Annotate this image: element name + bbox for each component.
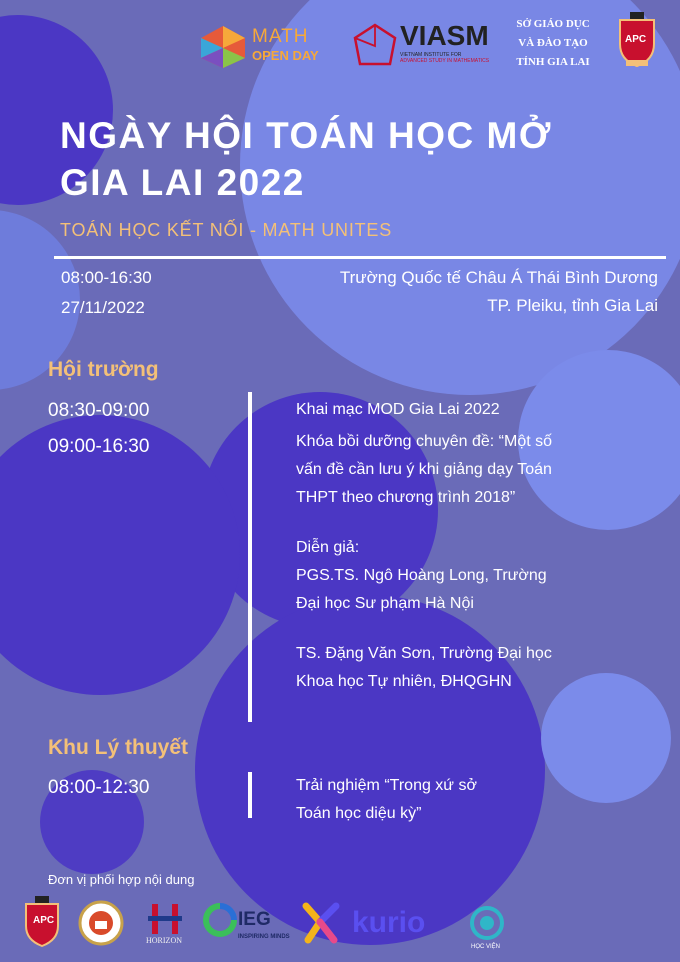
department-name: SỞ GIÁO DỤC VÀ ĐÀO TẠO TỈNH GIA LAI bbox=[516, 18, 590, 68]
hall-item-training: Khóa bồi dưỡng chuyên đề: “Một số vấn đề cần lưu ý khi giảng dạy Toán THPT theo chương trình 2018” bbox=[296, 433, 553, 506]
ieg-text: IEG bbox=[238, 909, 271, 930]
hall-schedule-divider bbox=[248, 392, 252, 722]
ieg-subtext: INSPIRING MINDS bbox=[238, 934, 290, 940]
viasm-subtitle-2: ADVANCED STUDY IN MATHEMATICS bbox=[400, 58, 490, 64]
hall-schedule-details bbox=[296, 396, 656, 696]
theory-heading: Khu Lý thuyết bbox=[48, 736, 188, 759]
event-time: 08:00-16:30 bbox=[61, 268, 152, 287]
apc-partner-text: APC bbox=[33, 915, 55, 926]
hall-time-1: 08:30-09:00 bbox=[48, 400, 150, 421]
ieg-logo-icon bbox=[202, 902, 238, 940]
speaker-2: TS. Đặng Văn Sơn, Trường Đại học Khoa học Tự nhiên, ĐHQGHN bbox=[296, 645, 552, 690]
mod-logo-subtext: OPEN DAY bbox=[252, 48, 319, 63]
viasm-subtitle-1: VIETNAM INSTITUTE FOR bbox=[400, 52, 462, 58]
hall-time-2: 09:00-16:30 bbox=[48, 436, 150, 457]
viasm-logo-icon bbox=[352, 22, 398, 70]
event-title: NGÀY HỘI TOÁN HỌC MỞ GIA LAI 2022 bbox=[60, 115, 552, 203]
hall-heading: Hội trường bbox=[48, 358, 159, 381]
mod-logo-text: MATH bbox=[252, 26, 309, 47]
title-divider bbox=[54, 256, 666, 259]
kurio-mark-icon bbox=[300, 900, 342, 944]
horizon-logo-icon bbox=[140, 902, 190, 936]
event-date: 27/11/2022 bbox=[61, 298, 145, 317]
event-subtitle: TOÁN HỌC KẾT NỐI - MATH UNITES bbox=[60, 220, 393, 240]
theory-schedule-divider bbox=[248, 772, 252, 818]
hall-item-opening: Khai mạc MOD Gia Lai 2022 bbox=[296, 401, 500, 418]
partners-label: Đơn vị phối hợp nội dung bbox=[48, 872, 195, 887]
school-seal-logo-icon bbox=[78, 900, 124, 946]
speaker-1: PGS.TS. Ngô Hoàng Long, Trường Đại học Sư phạm Hà Nội bbox=[296, 567, 547, 612]
math-open-day-logo-icon bbox=[198, 24, 248, 70]
hocvien-logo-icon bbox=[470, 906, 504, 940]
horizon-text: HORIZON bbox=[146, 936, 182, 945]
hocvien-text: HỌC VIỆN bbox=[471, 944, 501, 950]
event-venue: Trường Quốc tế Châu Á Thái Bình Dương TP. Pleiku, tỉnh Gia Lai bbox=[339, 268, 658, 315]
apc-shield-text: APC bbox=[625, 34, 647, 45]
theory-time: 08:00-12:30 bbox=[48, 777, 150, 798]
theory-item: Trải nghiệm “Trong xứ sở Toán học diệu kỳ” bbox=[296, 777, 477, 822]
kurio-text: kurio bbox=[352, 906, 426, 939]
speakers-label: Diễn giả: bbox=[296, 539, 360, 556]
viasm-name: VIASM bbox=[400, 20, 489, 51]
